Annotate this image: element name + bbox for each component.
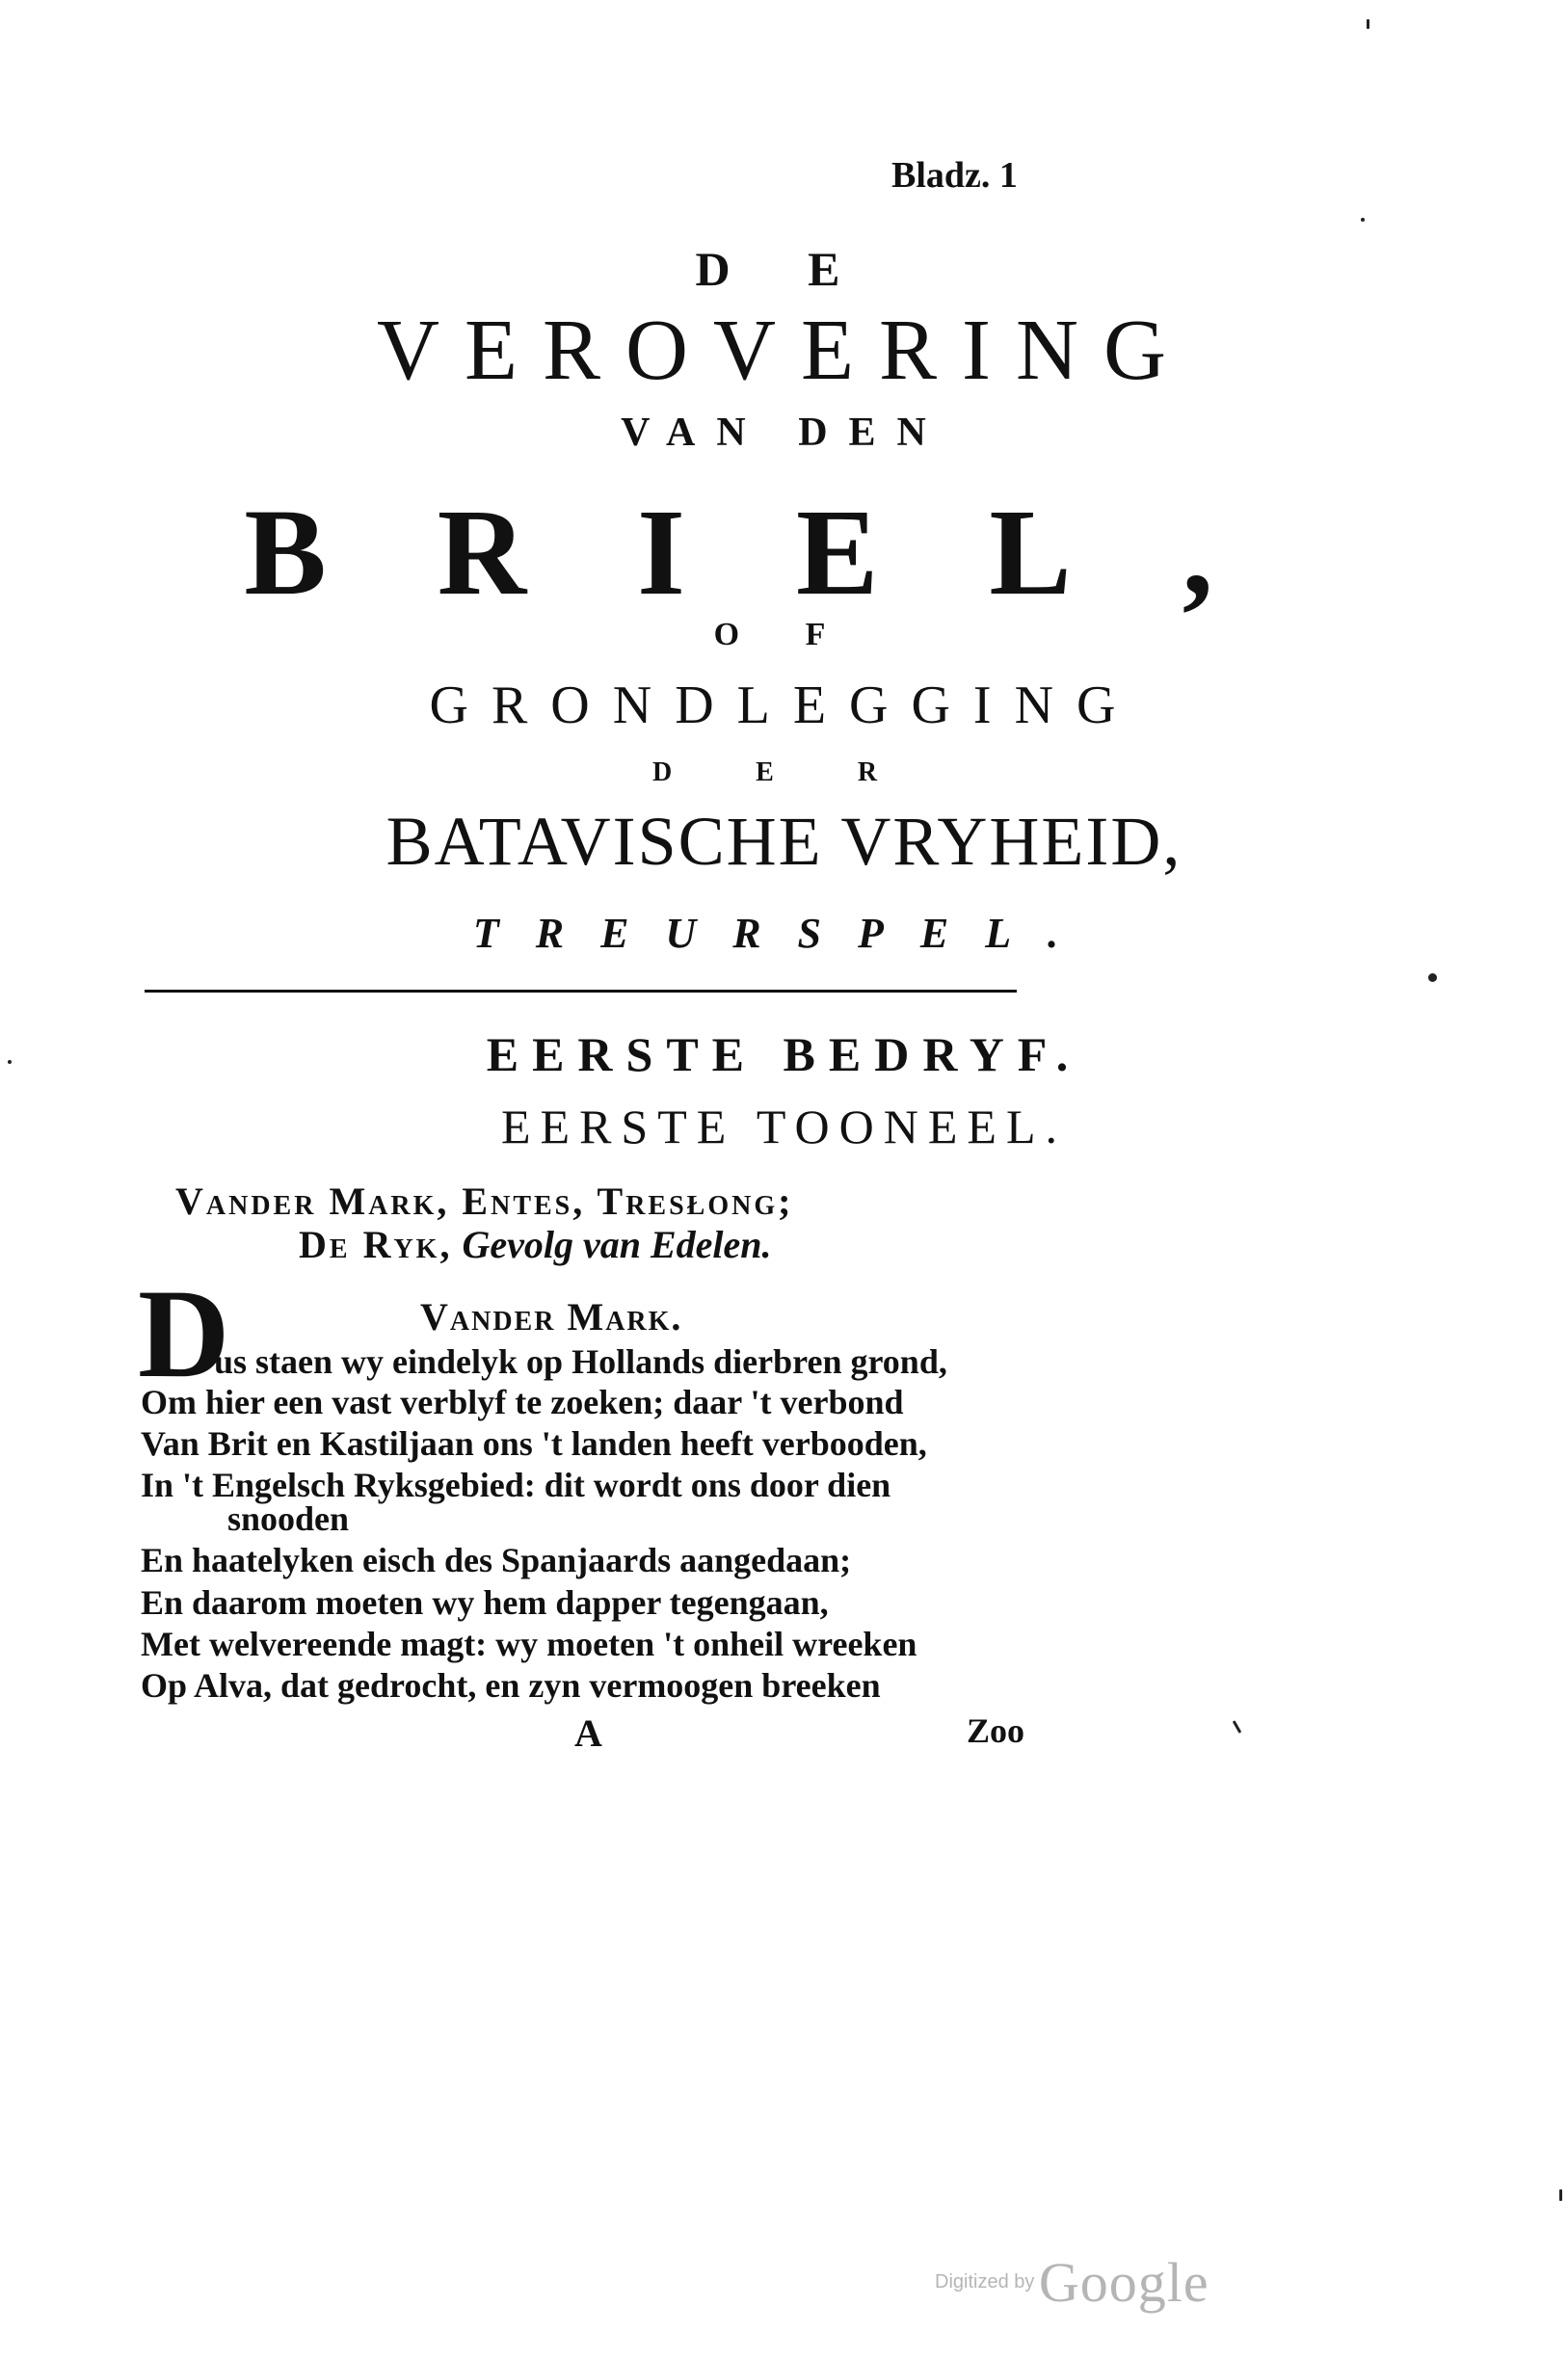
title-line-van-den: VAN DEN bbox=[621, 411, 947, 455]
title-line-of: O F bbox=[713, 617, 855, 652]
speaker-name: Vander Mark. bbox=[420, 1295, 683, 1339]
verse-line: En daarom moeten wy hem dapper tegengaan, bbox=[141, 1583, 829, 1622]
verse-line: Op Alva, dat gedrocht, en zyn vermoogen breeken bbox=[141, 1666, 881, 1705]
title-line-verovering: VEROVERING bbox=[377, 303, 1191, 398]
verse-line: snooden bbox=[227, 1499, 350, 1538]
title-line-der: D E R bbox=[651, 757, 917, 787]
cast-names: De Ryk, bbox=[299, 1223, 453, 1266]
title-line-treurspel: TREURSPEL. bbox=[472, 910, 1096, 957]
page-number: Bladz. 1 bbox=[891, 155, 1018, 196]
cast-list-line: Vander Mark, Entes, Tresłong; bbox=[175, 1180, 794, 1223]
ink-speck bbox=[1233, 1720, 1242, 1734]
ink-speck bbox=[8, 1060, 12, 1064]
verse-line: us staen wy eindelyk op Hollands dierbren grond, bbox=[214, 1342, 947, 1381]
ink-speck bbox=[1428, 973, 1437, 982]
verse-line: In 't Engelsch Ryksgebied: dit wordt ons door dien bbox=[141, 1466, 891, 1504]
ink-speck bbox=[1367, 19, 1369, 29]
cast-retinue: Gevolg van Edelen. bbox=[462, 1223, 772, 1266]
scene-heading: EERSTE TOONEEL. bbox=[500, 1100, 1067, 1153]
digitized-by-label: Digitized by bbox=[935, 2271, 1035, 2293]
act-heading: EERSTE BEDRYF. bbox=[486, 1027, 1082, 1081]
title-line-batavische-vryheid: BATAVISCHE VRYHEID, bbox=[385, 803, 1183, 880]
title-line-briel: BRIEL, bbox=[244, 484, 1324, 621]
catchword: Zoo bbox=[967, 1711, 1025, 1750]
digitizer-watermark bbox=[935, 2250, 1209, 2315]
title-line-de: D E bbox=[695, 242, 873, 296]
signature-mark: A bbox=[574, 1711, 602, 1755]
drop-cap: D bbox=[138, 1262, 230, 1404]
verse-line: Met welvereende magt: wy moeten 't onheil wreeken bbox=[141, 1625, 917, 1663]
verse-line: Van Brit en Kastiljaan ons 't landen heeft verbooden, bbox=[141, 1424, 927, 1463]
title-divider bbox=[145, 990, 1017, 993]
ink-speck bbox=[1361, 218, 1365, 222]
cast-list-line bbox=[299, 1222, 772, 1267]
verse-line: Om hier een vast verblyf te zoeken; daar 't verbond bbox=[141, 1383, 904, 1421]
verse-line: En haatelyken eisch des Spanjaards aangedaan; bbox=[141, 1541, 852, 1579]
title-line-grondlegging: GRONDLEGGING bbox=[429, 676, 1139, 735]
google-logo: Google bbox=[1038, 2251, 1209, 2314]
ink-speck bbox=[1559, 2189, 1562, 2201]
